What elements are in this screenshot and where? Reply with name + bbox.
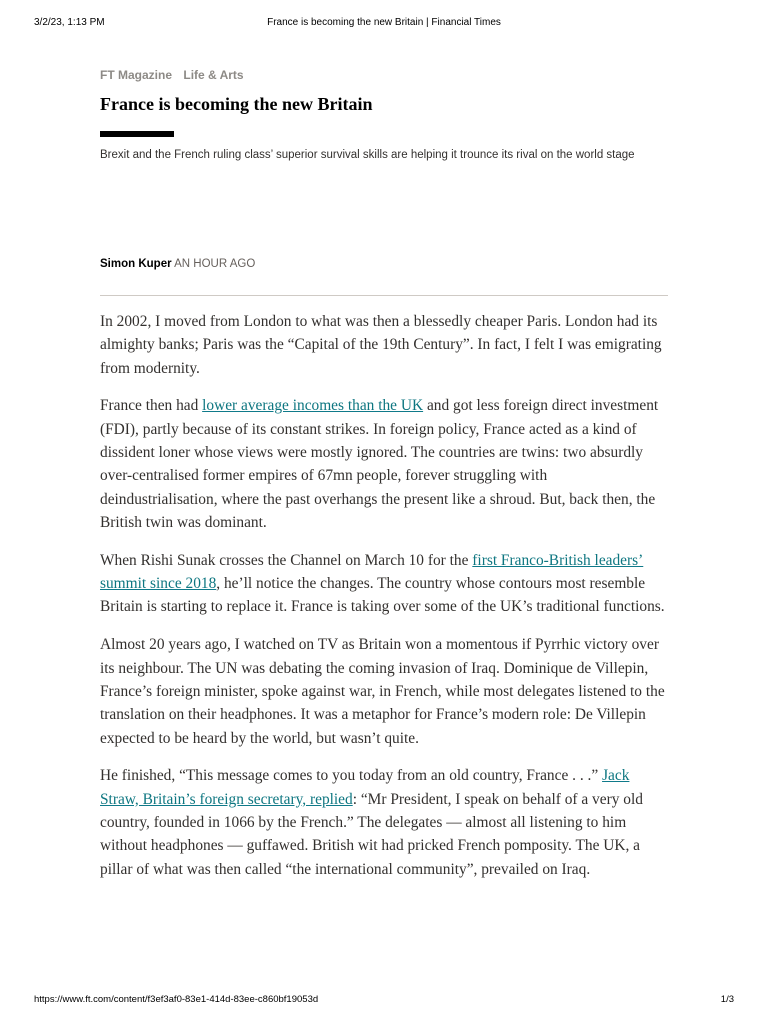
paragraph-4: Almost 20 years ago, I watched on TV as Britain won a momentous if Pyrrhic victory over its neighbour. The UN was debating the coming invasion of Iraq. Dominique de Villepin, France’s foreign minister, spoke against war, in French, while most delegates listened to the translation on their headphones. It was a metaphor for France’s modern role: De Villepin expected to be heard by the world, but wasn’t quite. (100, 636, 665, 747)
paragraph-5 (100, 764, 668, 880)
headline-accent-bar (100, 131, 174, 137)
topic-links (100, 68, 252, 82)
paragraph-text: , he’ll notice the changes. The country whose contours most resemble Britain is starting to replace it. France is taking over some of the UK’s traditional functions. (100, 575, 665, 616)
headline: France is becoming the new Britain (100, 94, 373, 114)
paragraph-text: France then had (100, 397, 203, 415)
print-url: https://www.ft.com/content/f3ef3af0-83e1-414d-83ee-c860bf19053d (34, 994, 319, 1005)
print-datetime: 3/2/23, 1:13 PM (34, 17, 105, 28)
byline-divider (100, 295, 668, 296)
paragraph-1: In 2002, I moved from London to what was then a blessedly cheaper Paris. London had its almighty banks; Paris was the “Capital of the 19th Century”. In fact, I felt I was emigrating from modernity. (100, 313, 662, 377)
paragraph-text: and got less foreign direct investment (FDI), partly because of its constant strikes. In foreign policy, France acted as a kind of dissident loner whose views were mostly ignored. The countries are twins: two absurdly over-centralised former empires of 67mn people, forever struggling with deindustrialisation, where the past overhangs the present like a shroud. But, back then, the British twin was dominant. (100, 397, 659, 531)
paragraph-text: When Rishi Sunak crosses the Channel on March 10 for the (100, 551, 473, 569)
paragraph-text: : “Mr President, I speak on behalf of a very old country, founded in 1066 by the French.” The delegates — almost all listening to him without headphones — guffawed. British wit had pricked French pomposity. The UK, a pillar of what was then called “the international community”, prevailed on Iraq. (100, 790, 643, 878)
article-body (100, 310, 668, 896)
paragraph-text: He finished, “This message comes to you today from an old country, France . . .” (100, 767, 603, 785)
print-header (0, 17, 768, 31)
paragraph-2 (100, 394, 668, 534)
paragraph-3 (100, 549, 668, 619)
link-jack-straw-replied[interactable]: Jack Straw, Britain’s foreign secretary, replied (100, 767, 630, 808)
print-doc-title: France is becoming the new Britain | Financial Times (267, 17, 501, 28)
link-franco-british-summit[interactable]: first Franco-British leaders’ summit since 2018 (100, 551, 644, 593)
link-lower-average-incomes[interactable]: lower average incomes than the UK (202, 397, 424, 415)
print-footer (0, 994, 768, 1008)
standfirst: Brexit and the French ruling class’ superior survival skills are helping it trounce its rival on the world stage (100, 149, 635, 161)
author-link[interactable]: Simon Kuper (100, 258, 172, 270)
print-page-number: 1/3 (720, 994, 734, 1005)
topic-life-arts[interactable]: Life & Arts (183, 68, 244, 82)
topic-ft-magazine[interactable]: FT Magazine (100, 68, 173, 82)
publish-time: AN HOUR AGO (174, 258, 256, 270)
byline (100, 258, 255, 270)
